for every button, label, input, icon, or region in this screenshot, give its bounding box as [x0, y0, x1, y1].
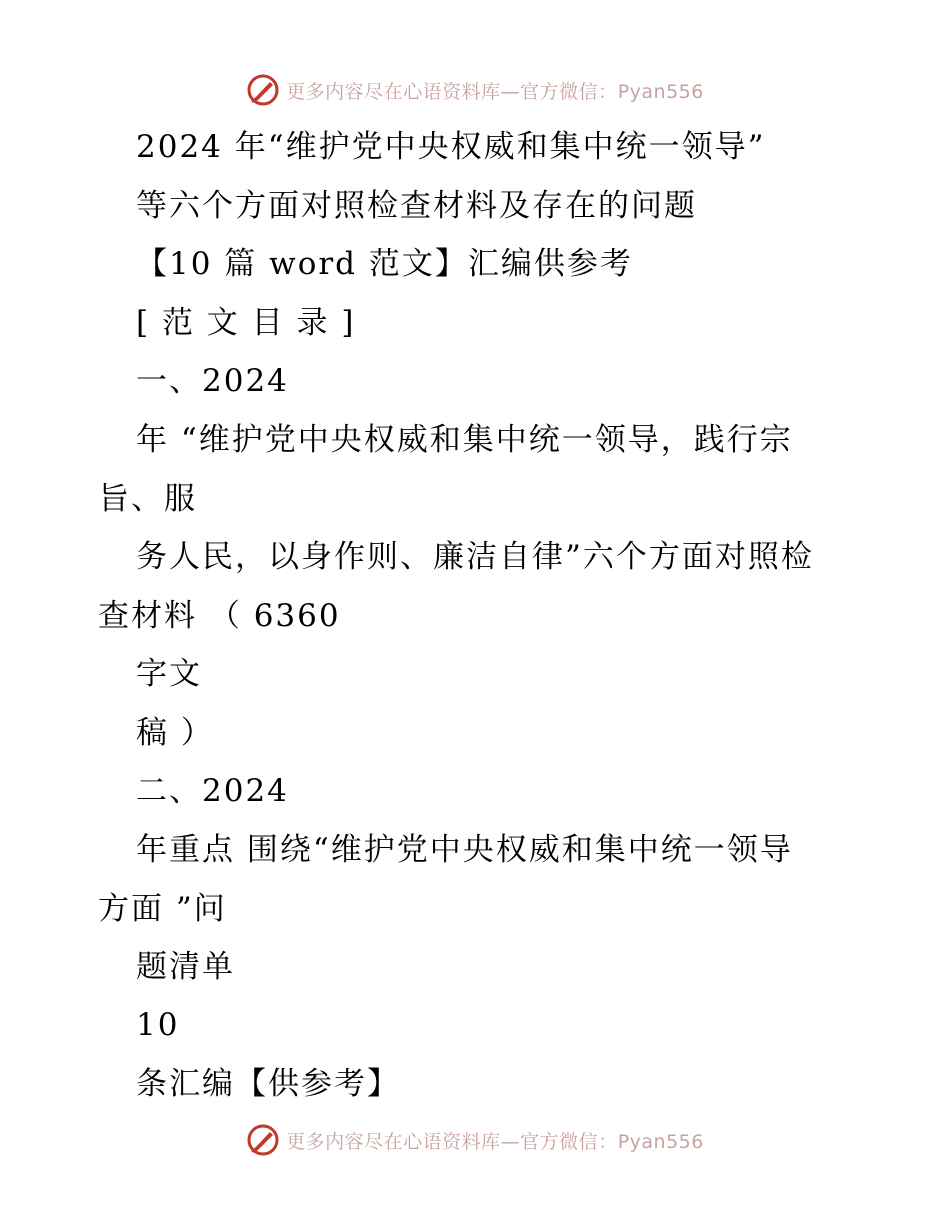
toc-item-2-line-2: 方面 ”问 — [98, 891, 227, 927]
doc-title-line-1: 2024 年“维护党中央权威和集中统一领导” — [136, 129, 766, 165]
watermark-suffix: 官方微信： — [520, 80, 618, 103]
toc-item-1-number: 一、2024 — [136, 363, 289, 399]
watermark-banner-bottom — [0, 1118, 950, 1162]
watermark-separator: — — [500, 1130, 521, 1153]
watermark-wechat-id: Pyan556 — [617, 80, 704, 103]
watermark-main-text: 更多内容尽在心语资料库 — [286, 80, 501, 103]
watermark-text — [286, 77, 704, 104]
toc-item-1-line-4: 查材料 （ 6360 — [98, 598, 341, 634]
watermark-wechat-id: Pyan556 — [617, 1130, 704, 1153]
quill-logo-icon — [246, 73, 280, 107]
watermark-text — [286, 1127, 704, 1154]
doc-title-line-2: 等六个方面对照检查材料及存在的问题 — [136, 188, 697, 224]
quill-logo-icon — [246, 1123, 280, 1157]
toc-item-2-number: 二、2024 — [136, 773, 289, 809]
toc-item-2-line-1: 年重点 围绕“维护党中央权威和集中统一领导 — [136, 832, 793, 868]
doc-title-line-3: 【10 篇 word 范文】汇编供参考 — [136, 246, 633, 282]
toc-item-2-line-3: 题清单 — [136, 949, 235, 985]
toc-item-1-line-1: 年 “维护党中央权威和集中统一领导，践行宗 — [136, 422, 793, 458]
toc-item-2-line-5: 条汇编【供参考】 — [136, 1066, 400, 1102]
toc-item-1-line-2: 旨、服 — [98, 481, 197, 517]
watermark-banner-top — [0, 68, 950, 112]
toc-item-1-line-3: 务人民，以身作则、廉洁自律”六个方面对照检 — [136, 539, 814, 575]
toc-item-2-line-4: 10 — [136, 1007, 180, 1043]
toc-item-1-line-6: 稿 ） — [136, 715, 214, 751]
toc-item-1-line-5: 字文 — [136, 656, 202, 692]
watermark-main-text: 更多内容尽在心语资料库 — [286, 1130, 501, 1153]
watermark-suffix: 官方微信： — [520, 1130, 618, 1153]
toc-heading: [ 范 文 目 录 ] — [136, 305, 356, 341]
watermark-separator: — — [500, 80, 521, 103]
